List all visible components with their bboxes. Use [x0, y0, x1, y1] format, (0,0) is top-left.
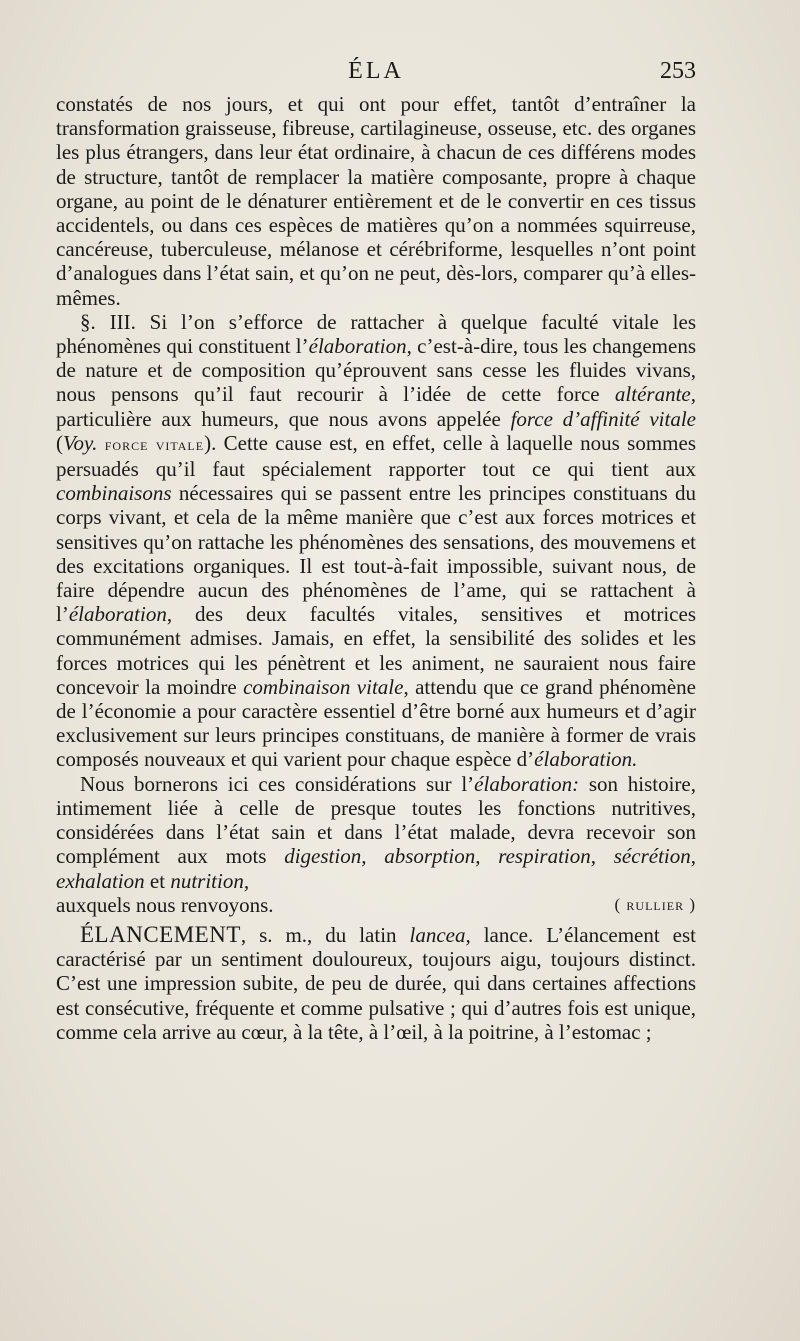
italic-term: combinaisons: [56, 481, 172, 506]
text-run: , des deux facultés vitales, sensitives et motrices communément admises. Jamais, en effet, la sensibilité des solides et les forces motrices qui les pénètrent et les animent, ne sauraient nous faire concevoir la moindre: [56, 602, 696, 699]
italic-term: élaboration.: [534, 747, 638, 772]
italic-term: élaboration:: [474, 771, 580, 796]
body-text: [56, 92, 696, 1044]
page-number: 253: [660, 58, 696, 84]
text-run: lance. L’élancement est caractérisé par un sentiment douloureux, toujours aigu, toujours distinct. C’est une impression subite, de peu de durée, qui dans certaines affections est consécutive, fréquente et comme pulsative ; qui d’autres fois est unique, comme cela arrive au cœur, à la tête, à l’œil, à la poitrine, à l’estomac ;: [56, 922, 697, 1044]
italic-term: combinaison vitale: [243, 674, 404, 699]
text-run: auxquels nous renvoyons.: [56, 892, 274, 917]
text-run: ). Cette cause est, en effet, celle à laquelle nous sommes persuadés qu’il faut spécialement rapporter tout ce qui tient aux: [56, 430, 696, 482]
text-run: , c’est-à-dire, tous les changemens de nature et de composition qu’éprouvent sans cesse les fluides vivans, nous pensons qu’il faut recourir à l’idée de cette force: [56, 334, 696, 407]
paragraph-text: constatés de nos jours, et qui ont pour effet, tantôt d’entraîner la transformation graisseuse, fibreuse, cartilagineuse, osseuse, etc. des organes les plus étrangers, dans leur état ordinaire, à chacun de ces différens modes de structure, tantôt de remplacer la matière composante, propre à chaque organe, au point de le dénaturer entièrement et de le convertir en ces tissus accidentels, ou dans ces espèces de matières qu’on a nommées squirreuse, cancéreuse, tuberculeuse, mélanose et cérébriforme, lesquelles n’ont point d’analogues dans l’état sain, et qu’on ne peut, dès-lors, comparer qu’à elles-mêmes.: [56, 92, 696, 310]
text-run: et: [144, 868, 171, 893]
italic-term: élaboration: [68, 602, 167, 627]
author-signature: ( rullier ): [614, 894, 696, 914]
text-run: §. III. Si l’on s’efforce de rattacher à quelque faculté vitale les phénomènes qui constituent l’: [56, 309, 696, 359]
paragraph-conclusion: [56, 772, 696, 893]
paragraph-continuation: [56, 92, 696, 310]
text-run: , attendu que ce grand phénomène de l’économie a pour caractère essentiel d’être borné aux humeurs et d’agir exclusivement sur leurs principes constituans, de manière à former de vrais composés nouveaux et qui varient pour chaque espèce d’: [56, 674, 696, 772]
paragraph-section-iii: [56, 310, 696, 772]
italic-term: digestion, absorption, respiration, sécrétion, exhalation: [56, 844, 696, 893]
italic-term: élaboration: [308, 334, 407, 359]
text-run: (: [56, 430, 63, 455]
italic-term: altérante,: [614, 382, 696, 407]
author-line: [56, 893, 696, 917]
entry-headword: ÉLANCEMENT: [80, 921, 241, 947]
running-head: ÉLA: [348, 58, 404, 84]
italic-term: lancea,: [409, 922, 471, 947]
text-run: son histoire, intimement liée à celle de presque toutes les fonctions nutritives, considérées dans l’état sain et dans l’état malade, devra recevoir son complément aux mots: [56, 771, 696, 869]
text-run: Nous bornerons ici ces considérations sur l’: [80, 771, 475, 796]
text-run: , s. m., du latin: [240, 922, 410, 947]
cross-reference: force vitale: [104, 434, 205, 454]
italic-term: Voy.: [63, 430, 98, 455]
text-run: particulière aux humeurs, que nous avons appelée: [56, 406, 511, 431]
text-run: nécessaires qui se passent entre les principes constituans du corps vivant, et cela de la même manière que c’est aux forces motrices et sensitives qu’on rattache les phénomènes des sensations, des mouvemens et des excitations organiques. Il est tout-à-fait impossible, suivant nous, de faire dépendre aucun des phénomènes de l’ame, qui se rattachent à l’: [56, 481, 696, 627]
entry-elancement: [56, 923, 696, 1044]
italic-term: force d’affinité vitale: [510, 406, 696, 431]
italic-term: nutrition,: [170, 868, 250, 893]
page-header: [56, 58, 696, 92]
